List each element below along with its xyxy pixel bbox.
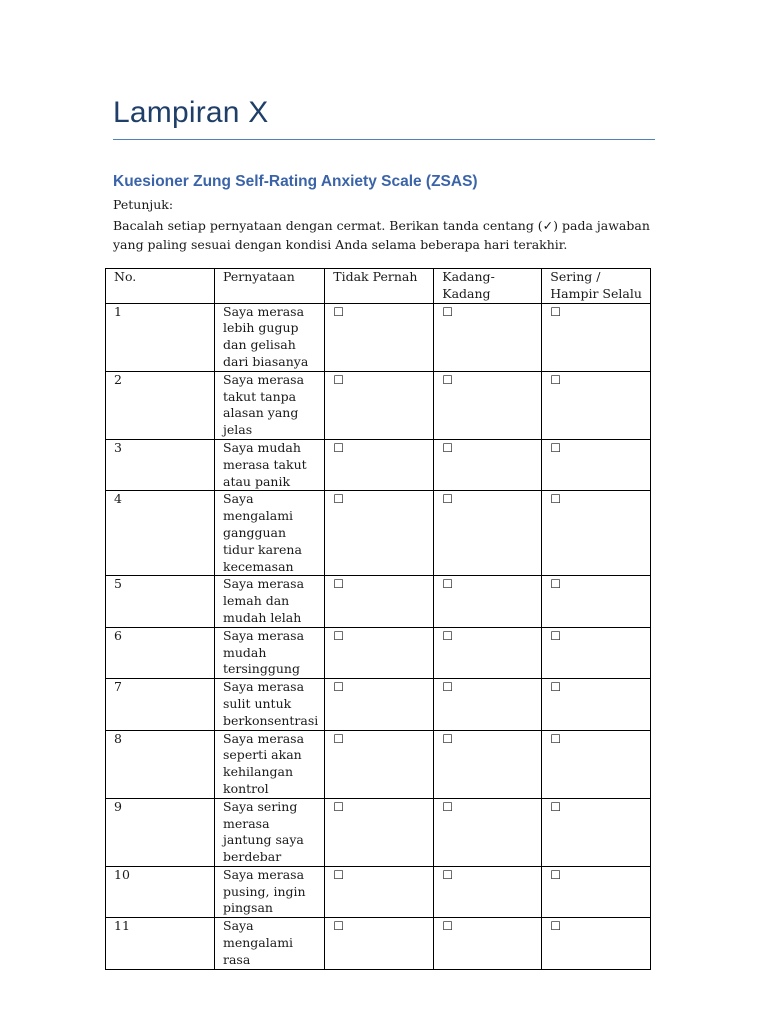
answer-cell-sometimes[interactable] — [434, 491, 542, 576]
header-statement: Pernyataan — [215, 269, 325, 304]
instructions-label: Petunjuk: — [113, 197, 174, 212]
answer-cell-never[interactable] — [325, 627, 434, 678]
answer-cell-sometimes[interactable] — [434, 918, 542, 969]
answer-cell-sometimes[interactable] — [434, 439, 542, 490]
header-never: Tidak Pernah — [325, 269, 434, 304]
answer-cell-sometimes[interactable] — [434, 679, 542, 730]
answer-cell-never[interactable] — [325, 576, 434, 627]
row-number: 2 — [106, 371, 215, 439]
row-number: 3 — [106, 439, 215, 490]
table-row — [106, 798, 651, 866]
row-statement: Saya merasa sulit untuk berkonsentrasi — [215, 679, 325, 730]
checkbox-sometimes[interactable]: ☐ — [442, 492, 454, 507]
answer-cell-never[interactable] — [325, 866, 434, 917]
checkbox-never[interactable]: ☐ — [333, 492, 345, 507]
table-header-row — [106, 269, 651, 304]
answer-cell-often[interactable] — [542, 627, 651, 678]
checkbox-often[interactable]: ☐ — [550, 799, 562, 814]
checkbox-often[interactable]: ☐ — [550, 867, 562, 882]
instructions-text: Bacalah setiap pernyataan dengan cermat. Berikan tanda centang (✓) pada jawaban yang paling sesuai dengan kondisi Anda selama beberapa hari terakhir. — [113, 218, 650, 252]
table-row — [106, 371, 651, 439]
checkbox-never[interactable]: ☐ — [333, 919, 345, 934]
checkbox-sometimes[interactable]: ☐ — [442, 628, 454, 643]
checkbox-sometimes[interactable]: ☐ — [442, 680, 454, 695]
row-number: 7 — [106, 679, 215, 730]
row-statement: Saya merasa seperti akan kehilangan kontrol — [215, 730, 325, 798]
row-statement: Saya merasa lemah dan mudah lelah — [215, 576, 325, 627]
checkbox-sometimes[interactable]: ☐ — [442, 577, 454, 592]
answer-cell-never[interactable] — [325, 679, 434, 730]
checkbox-never[interactable]: ☐ — [333, 867, 345, 882]
answer-cell-sometimes[interactable] — [434, 730, 542, 798]
checkbox-sometimes[interactable]: ☐ — [442, 731, 454, 746]
row-statement: Saya mengalami gangguan tidur karena kecemasan — [215, 491, 325, 576]
answer-cell-often[interactable] — [542, 730, 651, 798]
row-number: 5 — [106, 576, 215, 627]
row-number: 4 — [106, 491, 215, 576]
checkbox-sometimes[interactable]: ☐ — [442, 867, 454, 882]
checkbox-often[interactable]: ☐ — [550, 372, 562, 387]
checkbox-often[interactable]: ☐ — [550, 304, 562, 319]
row-statement: Saya sering merasa jantung saya berdebar — [215, 798, 325, 866]
answer-cell-often[interactable] — [542, 576, 651, 627]
checkbox-often[interactable]: ☐ — [550, 628, 562, 643]
row-number: 9 — [106, 798, 215, 866]
checkbox-often[interactable]: ☐ — [550, 919, 562, 934]
questionnaire-heading: Kuesioner Zung Self-Rating Anxiety Scale (ZSAS) — [113, 173, 478, 190]
checkbox-never[interactable]: ☐ — [333, 799, 345, 814]
answer-cell-sometimes[interactable] — [434, 303, 542, 371]
checkbox-often[interactable]: ☐ — [550, 731, 562, 746]
checkbox-sometimes[interactable]: ☐ — [442, 372, 454, 387]
header-often: Sering / Hampir Selalu — [542, 269, 651, 304]
checkbox-never[interactable]: ☐ — [333, 628, 345, 643]
checkbox-often[interactable]: ☐ — [550, 440, 562, 455]
row-statement: Saya mengalami rasa — [215, 918, 325, 969]
table-row — [106, 576, 651, 627]
table-row — [106, 491, 651, 576]
answer-cell-never[interactable] — [325, 303, 434, 371]
checkbox-sometimes[interactable]: ☐ — [442, 304, 454, 319]
checkbox-never[interactable]: ☐ — [333, 680, 345, 695]
row-number: 1 — [106, 303, 215, 371]
row-number: 6 — [106, 627, 215, 678]
answer-cell-never[interactable] — [325, 491, 434, 576]
row-statement: Saya mudah merasa takut atau panik — [215, 439, 325, 490]
answer-cell-often[interactable] — [542, 679, 651, 730]
header-no: No. — [106, 269, 215, 304]
answer-cell-often[interactable] — [542, 866, 651, 917]
table-row — [106, 439, 651, 490]
answer-cell-never[interactable] — [325, 439, 434, 490]
answer-cell-never[interactable] — [325, 371, 434, 439]
table-row — [106, 866, 651, 917]
checkbox-often[interactable]: ☐ — [550, 577, 562, 592]
table-row — [106, 679, 651, 730]
answer-cell-sometimes[interactable] — [434, 371, 542, 439]
title-divider — [113, 139, 655, 140]
questionnaire-table — [105, 268, 651, 970]
answer-cell-often[interactable] — [542, 918, 651, 969]
answer-cell-often[interactable] — [542, 439, 651, 490]
answer-cell-sometimes[interactable] — [434, 627, 542, 678]
answer-cell-often[interactable] — [542, 303, 651, 371]
row-number: 8 — [106, 730, 215, 798]
checkbox-often[interactable]: ☐ — [550, 680, 562, 695]
answer-cell-never[interactable] — [325, 798, 434, 866]
table-row — [106, 303, 651, 371]
checkbox-sometimes[interactable]: ☐ — [442, 799, 454, 814]
checkbox-sometimes[interactable]: ☐ — [442, 919, 454, 934]
answer-cell-often[interactable] — [542, 798, 651, 866]
checkbox-never[interactable]: ☐ — [333, 731, 345, 746]
answer-cell-sometimes[interactable] — [434, 576, 542, 627]
row-statement: Saya merasa lebih gugup dan gelisah dari biasanya — [215, 303, 325, 371]
row-statement: Saya merasa pusing, ingin pingsan — [215, 866, 325, 917]
answer-cell-never[interactable] — [325, 918, 434, 969]
row-number: 10 — [106, 866, 215, 917]
answer-cell-often[interactable] — [542, 491, 651, 576]
checkbox-sometimes[interactable]: ☐ — [442, 440, 454, 455]
row-statement: Saya merasa mudah tersinggung — [215, 627, 325, 678]
answer-cell-never[interactable] — [325, 730, 434, 798]
table-row — [106, 627, 651, 678]
checkbox-never[interactable]: ☐ — [333, 440, 345, 455]
checkbox-never[interactable]: ☐ — [333, 577, 345, 592]
page-title: Lampiran X — [113, 96, 269, 129]
checkbox-never[interactable]: ☐ — [333, 372, 345, 387]
table-row — [106, 730, 651, 798]
row-statement: Saya merasa takut tanpa alasan yang jelas — [215, 371, 325, 439]
row-number: 11 — [106, 918, 215, 969]
header-sometimes: Kadang-Kadang — [434, 269, 542, 304]
answer-cell-often[interactable] — [542, 371, 651, 439]
checkbox-never[interactable]: ☐ — [333, 304, 345, 319]
table-row — [106, 918, 651, 969]
answer-cell-sometimes[interactable] — [434, 798, 542, 866]
answer-cell-sometimes[interactable] — [434, 866, 542, 917]
checkbox-often[interactable]: ☐ — [550, 492, 562, 507]
